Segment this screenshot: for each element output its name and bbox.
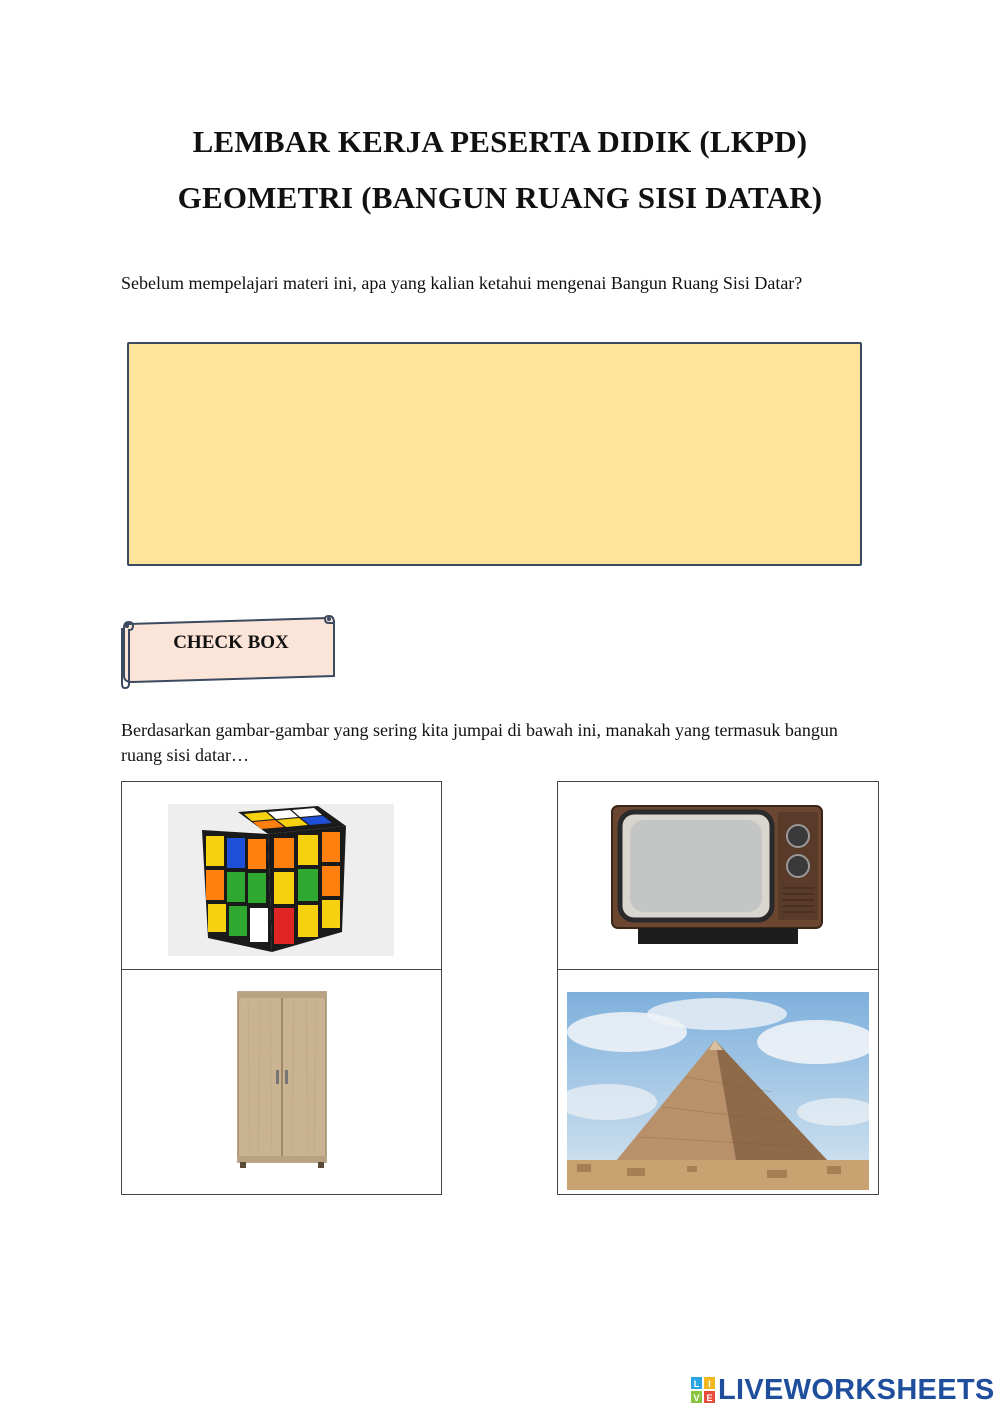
liveworksheets-logo <box>690 1373 995 1407</box>
question-1-text: Sebelum mempelajari materi ini, apa yang kalian ketahui mengenai Bangun Ruang Sisi Datar? <box>121 273 803 293</box>
image-option-pyramid[interactable] <box>557 969 879 1195</box>
check-box-label: CHECK BOX <box>173 632 289 653</box>
svg-text:V: V <box>693 1393 700 1403</box>
wardrobe-icon <box>236 990 328 1170</box>
question-2-text: Berdasarkan gambar-gambar yang sering kita jumpai di bawah ini, manakah yang termasuk bangun ruang sisi datar… <box>121 720 838 765</box>
image-option-television[interactable] <box>557 781 879 970</box>
svg-text:L: L <box>693 1379 700 1389</box>
page-title-line-2: GEOMETRI (BANGUN RUANG SISI DATAR) <box>177 180 823 215</box>
page-title-line-1: LEMBAR KERJA PESERTA DIDIK (LKPD) <box>192 124 808 159</box>
liveworksheets-logo-icon <box>690 1376 716 1404</box>
rubiks-cube-icon <box>168 804 394 956</box>
liveworksheets-logo-text: LIVEWORKSHEETS <box>718 1373 995 1406</box>
image-option-wardrobe[interactable] <box>121 969 442 1195</box>
pyramid-icon <box>567 992 869 1190</box>
svg-text:E: E <box>706 1393 713 1403</box>
answer-box[interactable] <box>127 342 862 566</box>
svg-text:I: I <box>708 1379 711 1389</box>
check-box-button[interactable] <box>118 610 340 692</box>
image-option-rubiks-cube[interactable] <box>121 781 442 970</box>
television-icon <box>610 804 824 948</box>
